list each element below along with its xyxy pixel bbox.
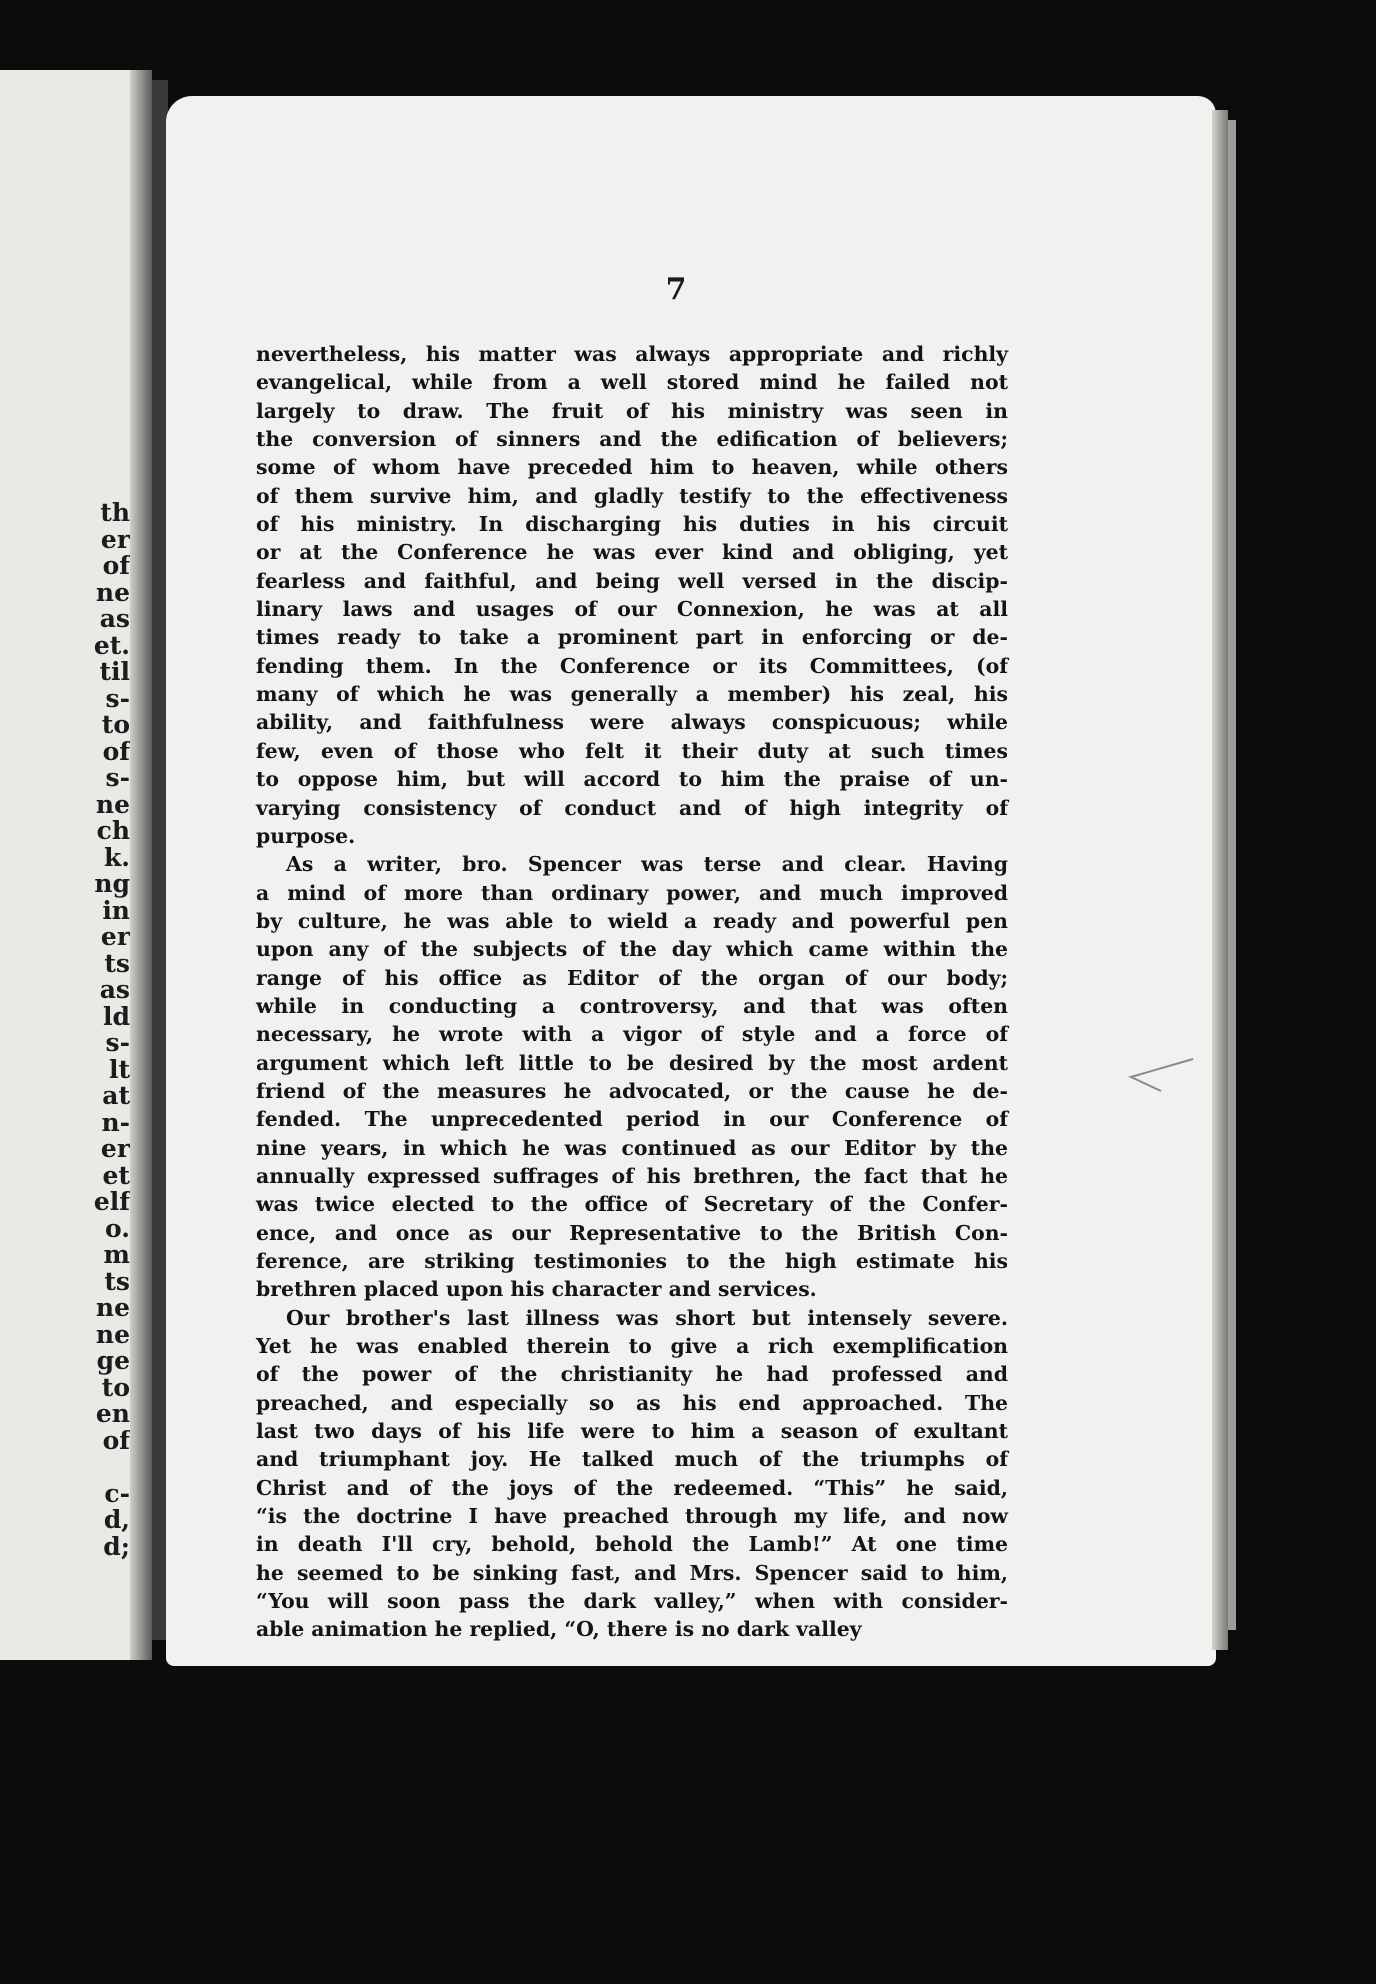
text-line: evangelical, while from a well stored mind he failed not xyxy=(256,370,1008,395)
left-page-fragment: to xyxy=(101,1372,130,1402)
text-line: fearless and faithful, and being well versed in the discip- xyxy=(256,568,1008,593)
left-page-fragment: d; xyxy=(103,1531,130,1561)
text-line: a mind of more than ordinary power, and much improved xyxy=(256,880,1008,905)
text-line: argument which left little to be desired by the most ardent xyxy=(256,1050,1008,1075)
left-page xyxy=(0,70,152,1660)
left-page-fragment: ng xyxy=(94,869,130,898)
left-page-fragment: ld xyxy=(103,1001,130,1031)
text-line: of his ministry. In discharging his duties in his circuit xyxy=(256,512,1008,537)
page-number: 7 xyxy=(665,272,687,307)
text-line: of them survive him, and gladly testify to the effectiveness xyxy=(256,483,1008,508)
text-line: and triumphant joy. He talked much of the triumphs of xyxy=(256,1447,1008,1472)
text-line: last two days of his life were to him a season of exultant xyxy=(256,1419,1008,1444)
left-page-fragment: er xyxy=(100,922,130,951)
text-line: Christ and of the joys of the redeemed. “This” he said, xyxy=(256,1475,1008,1500)
left-page-fragment: til xyxy=(99,657,130,686)
left-page-fragment: of xyxy=(102,551,130,580)
text-line: many of which he was generally a member) his zeal, his xyxy=(256,682,1008,707)
left-page-fragment: of xyxy=(102,736,130,766)
left-page-fragment: at xyxy=(102,1081,130,1110)
left-page-fragment: en xyxy=(95,1399,130,1428)
text-line: of the power of the christianity he had professed and xyxy=(256,1362,1008,1387)
text-line: ability, and faithfulness were always conspicuous; while xyxy=(256,710,1008,735)
text-line: range of his office as Editor of the organ of our body; xyxy=(256,965,1008,990)
text-line: annually expressed suffrages of his brethren, the fact that he xyxy=(256,1163,1008,1188)
left-page-fragment: lt xyxy=(108,1054,130,1084)
margin-arrow-mark xyxy=(1125,1055,1195,1095)
left-page-fragment: er xyxy=(100,1134,130,1163)
left-page-fragment: ts xyxy=(104,1266,130,1296)
right-page-edge xyxy=(1212,110,1228,1650)
text-line: purpose. xyxy=(256,823,356,848)
right-page-edge-shadow xyxy=(1228,120,1236,1630)
text-line: As a writer, bro. Spencer was terse and clear. Having xyxy=(286,852,1008,877)
text-line: linary laws and usages of our Connexion, he was at all xyxy=(256,597,1008,622)
left-page-fragment: m xyxy=(103,1240,130,1269)
text-line: nine years, in which he was continued as our Editor by the xyxy=(256,1135,1008,1160)
text-line: able animation he replied, “O, there is no dark valley xyxy=(256,1617,862,1642)
left-page-text-fragments xyxy=(0,500,130,1560)
left-page-fragment: elf xyxy=(93,1187,130,1216)
left-page-fragment: o. xyxy=(105,1213,130,1243)
text-line: times ready to take a prominent part in enforcing or de- xyxy=(256,625,1008,650)
text-line: while in conducting a controversy, and that was often xyxy=(256,993,1008,1018)
left-page-fragment: ts xyxy=(104,948,130,978)
text-line: varying consistency of conduct and of high integrity of xyxy=(256,795,1008,820)
left-page-fragment: s- xyxy=(105,683,130,713)
left-page-fragment: ne xyxy=(95,1319,130,1349)
text-line: necessary, he wrote with a vigor of style and a force of xyxy=(256,1022,1008,1047)
left-page-fragment: n- xyxy=(101,1107,130,1137)
left-page-fragment: th xyxy=(100,498,130,527)
left-page-fragment: k. xyxy=(103,842,130,872)
left-page-fragment: as xyxy=(99,604,130,633)
left-page-fragment xyxy=(0,1454,130,1481)
text-line: Yet he was enabled therein to give a rich exemplification xyxy=(256,1334,1008,1359)
text-line: “is the doctrine I have preached through my life, and now xyxy=(256,1504,1008,1529)
left-page-fragment: ne xyxy=(95,1293,130,1322)
text-line: few, even of those who felt it their duty at such times xyxy=(256,738,1008,763)
text-line: in death I'll cry, behold, behold the Lamb!” At one time xyxy=(256,1532,1008,1557)
text-line: ence, and once as our Representative to the British Con- xyxy=(256,1220,1008,1245)
left-page-fragment: s- xyxy=(105,1028,130,1057)
left-page-fragment: ge xyxy=(96,1346,130,1375)
text-line: brethren placed upon his character and services. xyxy=(256,1277,817,1302)
left-page-fragment: of xyxy=(102,1425,130,1455)
left-page-fragment: as xyxy=(99,975,130,1004)
left-page-fragment: d, xyxy=(103,1505,130,1534)
text-line: fended. The unprecedented period in our Conference of xyxy=(256,1107,1008,1132)
left-page-fragment: er xyxy=(100,524,130,554)
text-line: friend of the measures he advocated, or the cause he de- xyxy=(256,1078,1008,1103)
text-line: was twice elected to the office of Secretary of the Confer- xyxy=(256,1192,1008,1217)
left-page-edge xyxy=(130,70,152,1660)
left-page-fragment: ne xyxy=(95,577,130,607)
text-line: the conversion of sinners and the edification of believers; xyxy=(256,427,1008,452)
text-line: ference, are striking testimonies to the high estimate his xyxy=(256,1249,1008,1273)
left-page-fragment: ne xyxy=(95,789,130,819)
text-line: some of whom have preceded him to heaven, while others xyxy=(256,455,1008,480)
right-page xyxy=(166,96,1216,1666)
left-page-fragment: s- xyxy=(105,763,130,792)
text-line: largely to draw. The fruit of his ministry was seen in xyxy=(256,398,1008,423)
left-page-fragment: to xyxy=(101,710,130,739)
body-text xyxy=(256,340,1008,1644)
text-line: upon any of the subjects of the day which came within the xyxy=(256,937,1008,962)
text-line: he seemed to be sinking fast, and Mrs. Spencer said to him, xyxy=(256,1560,1008,1585)
text-line: nevertheless, his matter was always appropriate and richly xyxy=(256,342,1008,366)
text-line: to oppose him, but will accord to him the praise of un- xyxy=(256,767,1008,792)
text-line: “You will soon pass the dark valley,” when with consider- xyxy=(256,1589,1008,1614)
left-page-fragment: c- xyxy=(104,1478,130,1508)
text-line: or at the Conference he was ever kind and obliging, yet xyxy=(256,540,1008,565)
left-page-fragment: et xyxy=(102,1160,130,1190)
left-page-fragment: et. xyxy=(93,630,130,660)
left-page-fragment: ch xyxy=(96,816,130,845)
text-line: Our brother's last illness was short but intensely severe. xyxy=(286,1305,1008,1330)
text-line: by culture, he was able to wield a ready and powerful pen xyxy=(256,908,1008,933)
text-line: fending them. In the Conference or its Committees, (of xyxy=(256,653,1008,678)
text-line: preached, and especially so as his end approached. The xyxy=(256,1390,1008,1415)
left-page-fragment: in xyxy=(102,895,130,925)
